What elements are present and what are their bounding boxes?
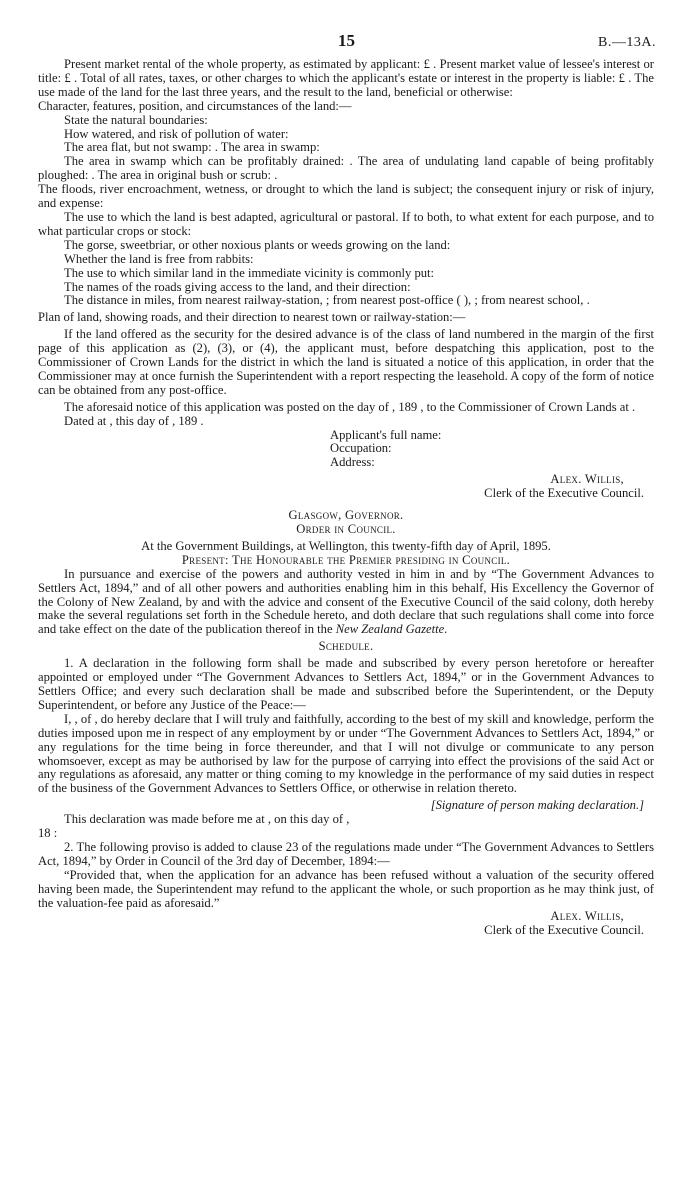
order-signature-title: Clerk of the Executive Council.: [484, 923, 644, 938]
signature-title: Clerk of the Executive Council.: [484, 486, 644, 501]
document-code: B.—13A.: [598, 35, 656, 50]
form-line-swamp-drained: The area in swamp which can be profitably drained: . The area of undulating land capable of being profitably ploughed: . The area in original bush or scrub: .: [38, 154, 654, 183]
declaration-text: I, , of , do hereby declare that I will truly and faithfully, according to the best of my skill and knowledge, perform the duties imposed upon me in respect of any employment by or under “The Government Advances to Settlers Act, 1894,” or any regulations for the time being in force thereunder, and that I will not divulge or communicate to any person whomsoever, except as may be authorised by law for the purpose of carrying into effect the provisions of the said Act or any regulations as aforesaid, any matter or thing coming to my knowledge in the performance of my said duties in respect of the business of the Government Advances to Settlers Office, or otherwise in relation thereto.: [38, 711, 654, 796]
address-line: Address:: [330, 455, 375, 470]
form-line-floods: The floods, river encroachment, wetness, or drought to which the land is subject; the consequent injury or risk of injury, and expense:: [38, 182, 654, 211]
document-page: [38, 31, 656, 938]
form-line-noxious-plants: The gorse, sweetbriar, or other noxious plants or weeds growing on the land:: [64, 237, 451, 252]
form-line-roads: The names of the roads giving access to the land, and their direction:: [64, 279, 411, 294]
form-line-area-flat: The area flat, but not swamp: . The area in swamp:: [64, 140, 320, 155]
form-line-distance: The distance in miles, from nearest railway-station, ; from nearest post-office ( ), ; from nearest school, .: [64, 293, 590, 308]
governor-line: Glasgow, Governor.: [288, 508, 404, 523]
occupation-line: Occupation:: [330, 441, 392, 456]
plan-of-land-line: Plan of land, showing roads, and their direction to nearest town or railway-station:—: [38, 310, 466, 325]
dated-line: Dated at , this day of , 189 .: [64, 413, 204, 428]
class-of-land-paragraph: If the land offered as the security for the desired advance is of the class of land numbered in the margin of the first page of this application as (2), (3), or (4), the applicant must, before despatching this application, post to the Commissioner of Crown Lands for the district in which the land is situated a notice of this application, in order that the Commissioner may at once furnish the Superintendent with a report respecting the leasehold. A copy of the form of notice can be obtained from any post-office.: [38, 327, 654, 397]
gazette-name: New Zealand Gazette: [335, 622, 445, 637]
form-line-watered: How watered, and risk of pollution of water:: [64, 126, 289, 141]
form-line-similar-land: The use to which similar land in the immediate vicinity is commonly put:: [64, 265, 435, 280]
order-title: Order in Council.: [296, 522, 396, 536]
preamble-text: In pursuance and exercise of the powers and authority vested in him in and by “The Government Advances to Settlers Act, 1894,” and of all other powers and authorities enabling him in this behalf, His Excellency the Governor of the Colony of New Zealand, by and with the advice and consent of the Executive Council of the said colony, doth hereby make the several regulations set forth in the Schedule hereto, and doth declare that such regulations shall come into force and take effect on the date of the publication thereof in the: [38, 566, 654, 637]
schedule-clause-1: 1. A declaration in the following form shall be made and subscribed by every person heretofore or hereafter appointed or employed under “The Government Advances to Settlers Act, 1894,” or in the Government Advances to Settlers Office; and every such declaration shall be made and subscribed before the Superintendent, or the Deputy Superintendent, or before any Justice of the Peace:—: [38, 656, 654, 712]
page-number: 15: [338, 31, 355, 50]
page-header: [38, 31, 656, 58]
schedule-title: Schedule.: [318, 639, 374, 654]
schedule-clause-2: 2. The following proviso is added to clause 23 of the regulations made under “The Government Advances to Settlers Act, 1894,” by Order in Council of the 3rd day of December, 1894:—: [38, 839, 654, 868]
signature-name: Alex. Willis,: [550, 472, 624, 487]
made-before-year: 18 :: [38, 826, 58, 841]
order-present: Present: The Honourable the Premier presiding in Council.: [181, 552, 511, 567]
declaration-signature: [Signature of person making declaration.]: [430, 798, 644, 813]
character-heading: Character, features, position, and circumstances of the land:—: [38, 98, 352, 113]
form-line-best-use: The use to which the land is best adapted, agricultural or pastoral. If to both, to what extent for each purpose, and to what particular crops or stock:: [38, 209, 654, 238]
proviso-text: “Provided that, when the application for an advance has been refused without a valuation of the security offered having been made, the Superintendent may refund to the applicant the whole, or such proportion as he may think just, of the valuation-fee paid as aforesaid.”: [38, 867, 654, 910]
made-before-line: This declaration was made before me at , on this day of ,: [64, 812, 350, 827]
applicant-name-line: Applicant's full name:: [330, 427, 442, 442]
order-signature-name: Alex. Willis,: [550, 909, 624, 924]
order-place-date: At the Government Buildings, at Wellington, this twenty-fifth day of April, 1895.: [141, 538, 551, 553]
market-rental-paragraph: Present market rental of the whole property, as estimated by applicant: £ . Present market value of lessee's interest or title: £ . Total of all rates, taxes, or other charges to which the applicant's estate or interest in the property is liable: £ . The use made of the land for the last three years, and the result to the land, beneficial or otherwise:: [38, 57, 654, 99]
form-line-boundaries: State the natural boundaries:: [64, 112, 208, 127]
form-line-rabbits: Whether the land is free from rabbits:: [64, 251, 254, 266]
notice-posted-paragraph: The aforesaid notice of this application was posted on the day of , 189 , to the Commissioner of Crown Lands at .: [64, 399, 636, 414]
order-preamble: In pursuance and exercise of the powers and authority vested in him in and by “The Government Advances to Settlers Act, 1894,” and of all other powers and authorities enabling him in this behalf, His Excellency the Governor of the Colony of New Zealand, by and with the advice and consent of the Executive Council of the said colony, doth hereby make the several regulations set forth in the Schedule hereto, and doth declare that such regulations shall come into force and take effect on the date of the publication thereof in the New Zealand Gazette.: [38, 566, 654, 637]
